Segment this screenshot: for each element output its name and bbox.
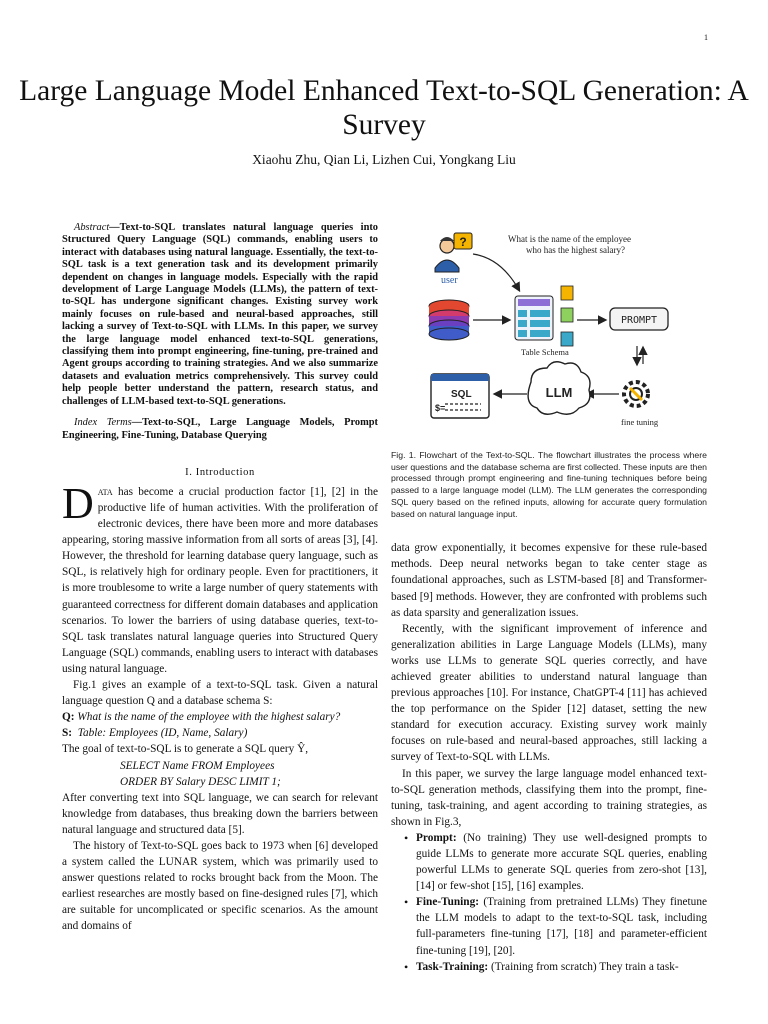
- list-item: [391, 959, 707, 975]
- question-text: What is the name of the employee with the highest salary?: [77, 711, 341, 724]
- right-column: [391, 222, 707, 975]
- table-schema-label: Table Schema: [521, 347, 569, 357]
- abstract-text: Text-to-SQL translates natural language queries into Structured Query Language (SQL) commands, enabling users to interact with databases using natural language. Essentially, the text-to-SQL task is a text generation task and its development primarily dependent on changes in language models. Especially with the rapid development of Large Language Models (LLMs), the pattern of text-to-SQL has undergone significant changes. Existing survey work mainly focuses on rule-based and neural-based approaches, still lacking a survey of Text-to-SQL with LLMs. In this paper, we survey the large language model enhanced text-to-SQL generations, classifying them into prompt engineering, fine-tuning, pre-trained and Agent groups according to training strategies. And we also summarize datasets and evaluation metrics comprehensively. This survey could help people better understand the pattern, research status, and challenges of LLM-based text-to-SQL generations.: [62, 222, 378, 407]
- sql-label: SQL: [451, 389, 472, 400]
- fine-tuning-gear-icon: [624, 382, 648, 406]
- sql-window-icon: [431, 374, 489, 418]
- drop-cap-rest: ata: [97, 485, 113, 498]
- question-line: [62, 709, 378, 725]
- intro-paragraph-3: After converting text into SQL language, we can search for relevant knowledge from databases, thus breaking down the barriers between natural language and structured data [5].: [62, 791, 378, 836]
- svg-text:$=: $=: [435, 403, 446, 413]
- prompt-label: PROMPT: [620, 315, 658, 326]
- bullet-text: (Training from scratch) They train a task-: [491, 960, 679, 973]
- right-paragraph-1: data grow exponentially, it becomes expensive for these rule-based methods. Deep neural networks began to take center stage as foundational approaches, such as LSTM-based [8] and Transformer-based [9] methods. However, they are confronted with problems such as data sparsity and generalization issues.: [391, 542, 707, 619]
- bullet-label: Fine-Tuning:: [416, 896, 479, 909]
- intro-paragraph-1: [62, 478, 378, 677]
- list-item: [391, 830, 707, 894]
- table-schema-icon: [515, 286, 573, 346]
- svg-text:?: ?: [459, 235, 467, 249]
- right-paragraph-3: In this paper, we survey the large language model enhanced text-to-SQL generation methods, classifying them into the prompt, fine-tuning, task-training, and agent according to training strategies, as shown in Fig.3,: [391, 767, 707, 828]
- prompt-box: [610, 308, 668, 330]
- index-terms: Index Terms—Text-to-SQL, Large Language Models, Prompt Engineering, Fine-Tuning, Database Querying: [62, 417, 378, 441]
- drop-cap: D: [62, 478, 94, 528]
- intro-paragraph-4: The history of Text-to-SQL goes back to 1973 when [6] developed a system called the LUNAR system, which was primarily used to answer questions related to rocks brought back from the Moon. The earliest researches are mostly based on fine-designed rules [7], which are suitable for uncomplicated or specific scenarios. As the amount and domains of: [62, 839, 378, 933]
- intro-paragraph-2: Fig.1 gives an example of a text-to-SQL task. Given a natural language question Q and a database schema S:: [62, 679, 378, 708]
- flowchart-svg: [391, 222, 707, 442]
- author-list: Xiaohu Zhu, Qian Li, Lizhen Cui, Yongkang Liu: [252, 152, 516, 167]
- question-bubble: What is the name of the employee who has the highest salary?: [508, 234, 631, 255]
- flowchart-figure: [391, 222, 707, 442]
- intro-paragraph-1-text: has become a crucial production factor [1], [2] in the productive life of human activities. With the proliferation of electronic devices, there have been more and more databases appearing, storing massive information from all sorts of areas [3], [4]. However, the threshold for learning database query language, such as SQL, is relatively high for ordinary people. Even for practitioners, it is more troublesome to write a large number of query statements with guaranteed correctness for different domain databases and application scenarios. To lower the barriers of using database queries, text-to-SQL task translates natural language queries into Structured Query Language (SQL) commands, enabling users to interact with databases using natural language.: [62, 485, 378, 675]
- bullet-label: Prompt:: [416, 831, 457, 844]
- index-terms-label: Index Terms: [74, 417, 132, 429]
- right-body: [391, 540, 707, 975]
- strategy-list: [391, 830, 707, 975]
- fine-tuning-label: fine tuning: [621, 417, 659, 427]
- paper-title: Large Language Model Enhanced Text-to-SQL Generation: A Survey: [19, 75, 749, 141]
- abstract: Abstract—Text-to-SQL translates natural language queries into Structured Query Language (SQL) commands, enabling users to interact with databases using natural language. Essentially, the text-to-SQL task is a text generation task and its development primarily dependent on changes in language models. Especially with the rapid development of Large Language Models (LLMs), the pattern of text-to-SQL has undergone significant changes. Existing survey work mainly focuses on rule-based and neural-based approaches, still lacking a survey of Text-to-SQL with LLMs. In this paper, we survey the large language model enhanced text-to-SQL generations, classifying them into prompt engineering, fine-tuning, pre-trained and Agent groups according to training strategies. And we also summarize datasets and evaluation metrics comprehensively. This survey could help people better understand the pattern, research status, and challenges of LLM-based text-to-SQL generations.: [62, 222, 378, 407]
- section-heading: I. Introduction: [185, 466, 255, 478]
- figure-caption-text: Fig. 1. Flowchart of the Text-to-SQL. The flowchart illustrates the process where user questions and the database schema are first collected. These inputs are then processed through prompt engineering and fine-tuning techniques before being passed to a large language model (LLM). The LLM generates the corresponding SQL query based on the refined inputs, allowing for accurate query formulation based on natural language input.: [391, 450, 707, 519]
- right-paragraph-2: Recently, with the significant improvement of inference and generalization abilities in Large Language Models (LLMs), many works use LLMs to generate SQL queries correctly, and have achieved greater abilities to understand natural language than previous approaches [10]. For instance, ChatGPT-4 [11] has achieved the top performance on the Spider [12] dataset, setting the new standard for execution accuracy. Existing survey work mainly focuses on rule-based and neural-based approaches, still lacking a survey of Text-to-SQL with LLMs.: [391, 622, 707, 764]
- database-icon: [429, 300, 469, 340]
- list-item: [391, 894, 707, 958]
- abstract-label: Abstract: [74, 222, 110, 233]
- sql-line-1: SELECT Name FROM Employees: [120, 759, 275, 772]
- page-number: 1: [704, 33, 708, 42]
- schema-label: S:: [62, 727, 73, 740]
- goal-line: The goal of text-to-SQL is to generate a SQL query Ŷ,: [62, 743, 309, 756]
- schema-text: Table: Employees (ID, Name, Salary): [77, 727, 248, 740]
- bullet-label: Task-Training:: [416, 960, 489, 973]
- figure-caption: [391, 450, 707, 520]
- user-icon: [435, 233, 472, 272]
- llm-label: LLM: [545, 385, 573, 400]
- index-terms-text: Text-to-SQL, Large Language Models, Prompt Engineering, Fine-Tuning, Database Querying: [62, 417, 378, 441]
- schema-line: [62, 725, 378, 741]
- llm-brain-icon: [528, 362, 590, 415]
- question-label: Q:: [62, 711, 75, 724]
- user-label: user: [441, 275, 458, 286]
- left-column: [62, 222, 378, 935]
- bullet-text: (No training) They use well-designed prompts to guide LLMs to generate more accurate SQL queries, enabling powerful LLMs to generate SQL queries from zero-shot [13], [14] or few-shot [15], [16] examples.: [416, 831, 707, 893]
- bullet-text: (Training from pretrained LLMs) They finetune the LLM models to adapt to the text-to-SQL task, including full-parameters fine-tuning [17], [18] and parameter-efficient fine-tuning [19], [20].: [416, 896, 707, 957]
- sql-line-2: ORDER BY Salary DESC LIMIT 1;: [120, 775, 281, 788]
